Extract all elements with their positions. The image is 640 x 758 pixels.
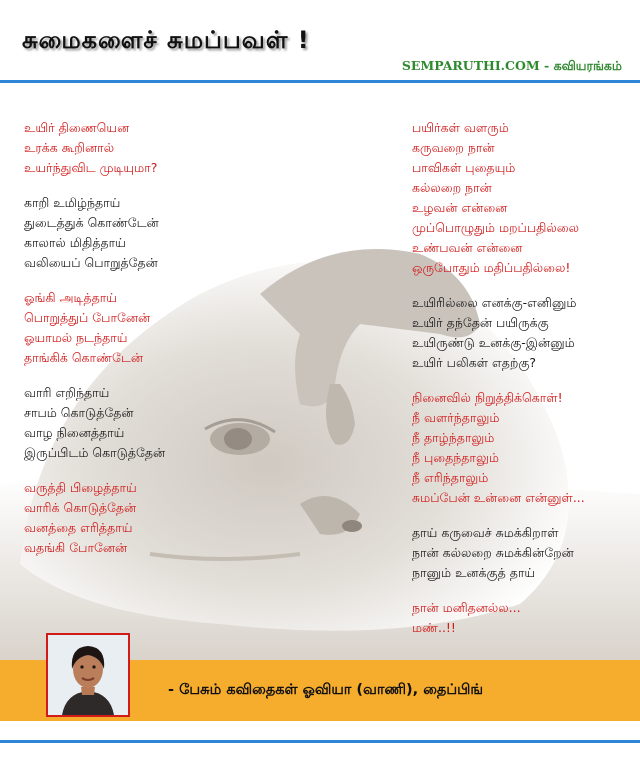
poem-line: கருவறை நான் [412,140,495,155]
poem-line: உயிர் தந்தேன் பயிருக்கு [412,315,549,330]
poem-line: சுமப்பேன் உன்னை என்னுள்... [412,490,585,505]
poem-stanza [24,193,354,273]
author-photo [46,633,130,717]
poem-line: உழவன் என்னை [412,200,508,215]
poem-line: ஓங்கி அடித்தாய் [24,290,118,305]
poem-line: உண்பவன் என்னை [412,240,523,255]
poem-line: உயிர் பலிகள் எதற்கு? [412,355,537,370]
poem-line: உரக்க கூறினால் [24,140,115,155]
poem-line: தாய் கருவைச் சுமக்கிறாள் [412,525,559,540]
poem-stanza [24,118,354,178]
poem-line: உயிருண்டு உனக்கு-இன்னும் [412,335,575,350]
poem-line: வாரி எறிந்தாய் [24,385,110,400]
poem-line: நீ வளர்ந்தாலும் [412,410,500,425]
poem-line: பாவிகள் புதையும் [412,160,516,175]
poem-line: பொறுத்துப் போனேன் [24,310,151,325]
poem-line: காறி உமிழ்ந்தாய் [24,195,121,210]
poem-line: முப்பொழுதும் மறப்பதில்லை [412,220,579,235]
poem-line: வலியைப் பொறுத்தேன் [24,255,158,270]
poem-line: மண்..!! [412,620,456,635]
poem-stanza [412,118,640,278]
author-credit: - பேசும் கவிதைகள் ஓவியா (வாணி), தைப்பிங் [168,682,484,698]
poem-line: தாங்கிக் கொண்டேன் [24,350,143,365]
poem-line: துடைத்துக் கொண்டேன் [24,215,159,230]
page-title: சுமைகளைச் சுமப்பவள் ! [22,26,310,54]
poem-line: உயர்ந்துவிட முடியுமா? [24,160,158,175]
poem-line: நானும் உனக்குத் தாய் [412,565,536,580]
poem-line: கல்லறை நான் [412,180,492,195]
poem-line: வருத்தி பிழைத்தாய் [24,480,137,495]
poem-line: நீ எரிந்தாலும் [412,470,489,485]
poem-line: வதங்கி போனேன் [24,540,128,555]
poem-line: வனத்தை எரித்தாய் [24,520,133,535]
poem-line: காலால் மிதித்தாய் [24,235,126,250]
poem-line: ஓயாமல் நடந்தாய் [24,330,128,345]
poem-line: நீ புதைந்தாலும் [412,450,499,465]
poem-line: வாரிக் கொடுத்தேன் [24,500,137,515]
poem-stanza [24,288,354,368]
header [0,0,640,80]
site-name[interactable]: SEMPARUTHI.COM - கவியரங்கம் [401,58,622,73]
poem-line: நினைவில் நிறுத்திக்கொள்! [412,390,563,405]
poem-line: பயிர்கள் வளரும் [412,120,509,135]
poem-stanza [24,478,354,558]
poem-stanza [412,293,640,373]
poem-line: ஒருபோதும் மதிப்பதில்லை! [412,260,571,275]
poem-line: உயிர் திணையென [24,120,130,135]
top-divider [0,80,640,83]
poem-right-column [412,118,640,653]
poem-line: உயிரில்லை எனக்கு-எனினும் [412,295,577,310]
poem-line: இருப்பிடம் கொடுத்தேன் [24,445,166,460]
poem-line: நான் கல்லறை சுமக்கின்றேன் [412,545,574,560]
poem-line: நான் மனிதனல்ல... [412,600,521,615]
poem-stanza [412,598,640,638]
poem-line: சாபம் கொடுத்தேன் [24,405,134,420]
poem-line: வாழ நினைத்தாய் [24,425,125,440]
poem-line: நீ தாழ்ந்தாலும் [412,430,495,445]
poem-stanza [412,388,640,508]
bottom-divider [0,740,640,743]
poem-stanza [24,383,354,463]
poem-stanza [412,523,640,583]
poem-left-column [24,118,354,573]
